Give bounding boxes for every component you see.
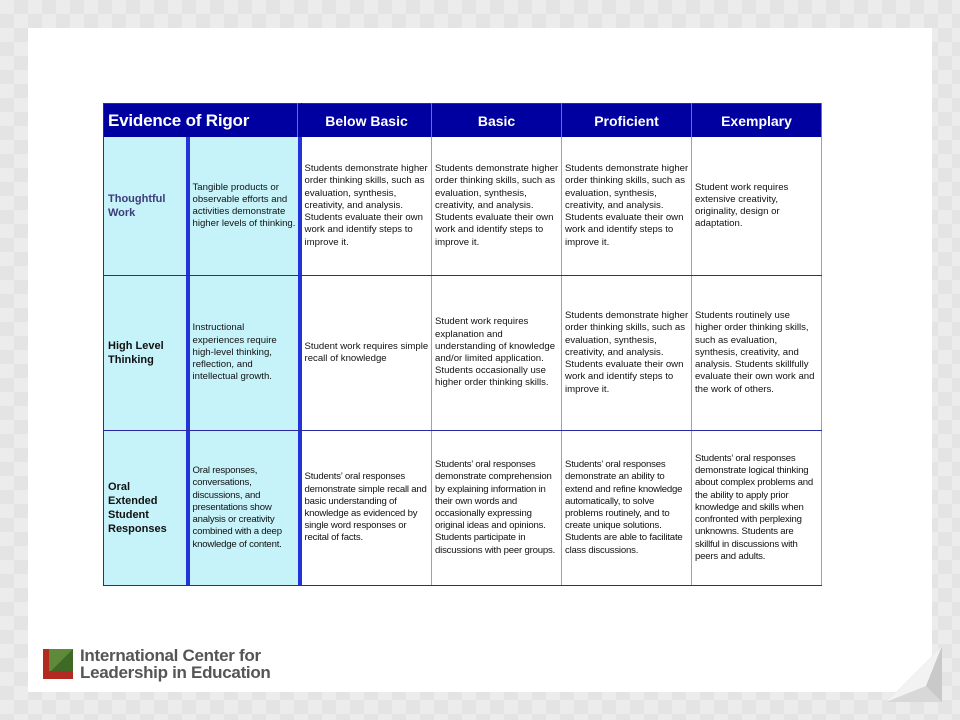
cell-exemplary: Students’ oral responses demonstrate logical thinking about complex problems and the ability to apply prior knowledge and skills when confronted with perplexing unknowns. Students are skillful in discussions with peers and adults. bbox=[692, 431, 822, 586]
table-row bbox=[104, 276, 822, 431]
row-description: Oral responses, conversations, discussions, and presentations show analysis or creativity combined with a deep knowledge of content. bbox=[190, 431, 298, 586]
table-title: Evidence of Rigor bbox=[104, 104, 298, 138]
cell-exemplary: Students routinely use higher order thinking skills, such as evaluation, synthesis, creativity, and analysis. Students skillfully evaluate their own work and the work of others. bbox=[692, 276, 822, 431]
logo-wordmark bbox=[80, 647, 271, 681]
cell-proficient: Students demonstrate higher order thinking skills, such as evaluation, synthesis, creativity, and analysis. Students evaluate their own work and identify steps to improve it. bbox=[562, 276, 692, 431]
row-name: Oral Extended Student Responses bbox=[104, 431, 186, 586]
cell-below-basic: Students’ oral responses demonstrate simple recall and basic understanding of knowledge as evidenced by single word responses or recital of facts. bbox=[302, 431, 432, 586]
page-curl-icon bbox=[886, 646, 942, 702]
header-proficient: Proficient bbox=[562, 104, 692, 138]
header-below-basic: Below Basic bbox=[302, 104, 432, 138]
row-name: Thoughtful Work bbox=[104, 137, 186, 276]
header-basic: Basic bbox=[432, 104, 562, 138]
cell-below-basic: Student work requires simple recall of knowledge bbox=[302, 276, 432, 431]
header-exemplary: Exemplary bbox=[692, 104, 822, 138]
cell-basic: Students’ oral responses demonstrate comprehension by explaining information in their own words and occasionally expressing original ideas and opinions. Students participate in discussions with peer groups. bbox=[432, 431, 562, 586]
table-row bbox=[104, 431, 822, 586]
row-name: High Level Thinking bbox=[104, 276, 186, 431]
cell-exemplary: Student work requires extensive creativity, originality, design or adaptation. bbox=[692, 137, 822, 276]
cell-proficient: Students demonstrate higher order thinking skills, such as evaluation, synthesis, creativity, and analysis. Students evaluate their own work and identify steps to improve it. bbox=[562, 137, 692, 276]
table-header-row bbox=[104, 104, 822, 138]
icle-logo bbox=[43, 645, 283, 685]
icle-logo-mark-icon bbox=[43, 649, 73, 679]
cell-basic: Student work requires explanation and understanding of knowledge and/or limited application. Students occasionally use higher order thinking skills. bbox=[432, 276, 562, 431]
table-row bbox=[104, 137, 822, 276]
rigor-rubric-table bbox=[103, 103, 822, 586]
row-description: Instructional experiences require high-level thinking, reflection, and intellectual growth. bbox=[190, 276, 298, 431]
logo-line-1: International Center for bbox=[80, 646, 261, 665]
cell-basic: Students demonstrate higher order thinking skills, such as evaluation, synthesis, creativity, and analysis. Students evaluate their own work and identify steps to improve it. bbox=[432, 137, 562, 276]
cell-below-basic: Students demonstrate higher order thinking skills, such as evaluation, synthesis, creativity, and analysis. Students evaluate their own work and identify steps to improve it. bbox=[302, 137, 432, 276]
row-description: Tangible products or observable efforts and activities demonstrate higher levels of thinking. bbox=[190, 137, 298, 276]
logo-line-2: Leadership in Education bbox=[80, 663, 271, 682]
cell-proficient: Students’ oral responses demonstrate an ability to extend and refine knowledge automatically, to solve problems routinely, and to create unique solutions. Students are able to facilitate class discussions. bbox=[562, 431, 692, 586]
